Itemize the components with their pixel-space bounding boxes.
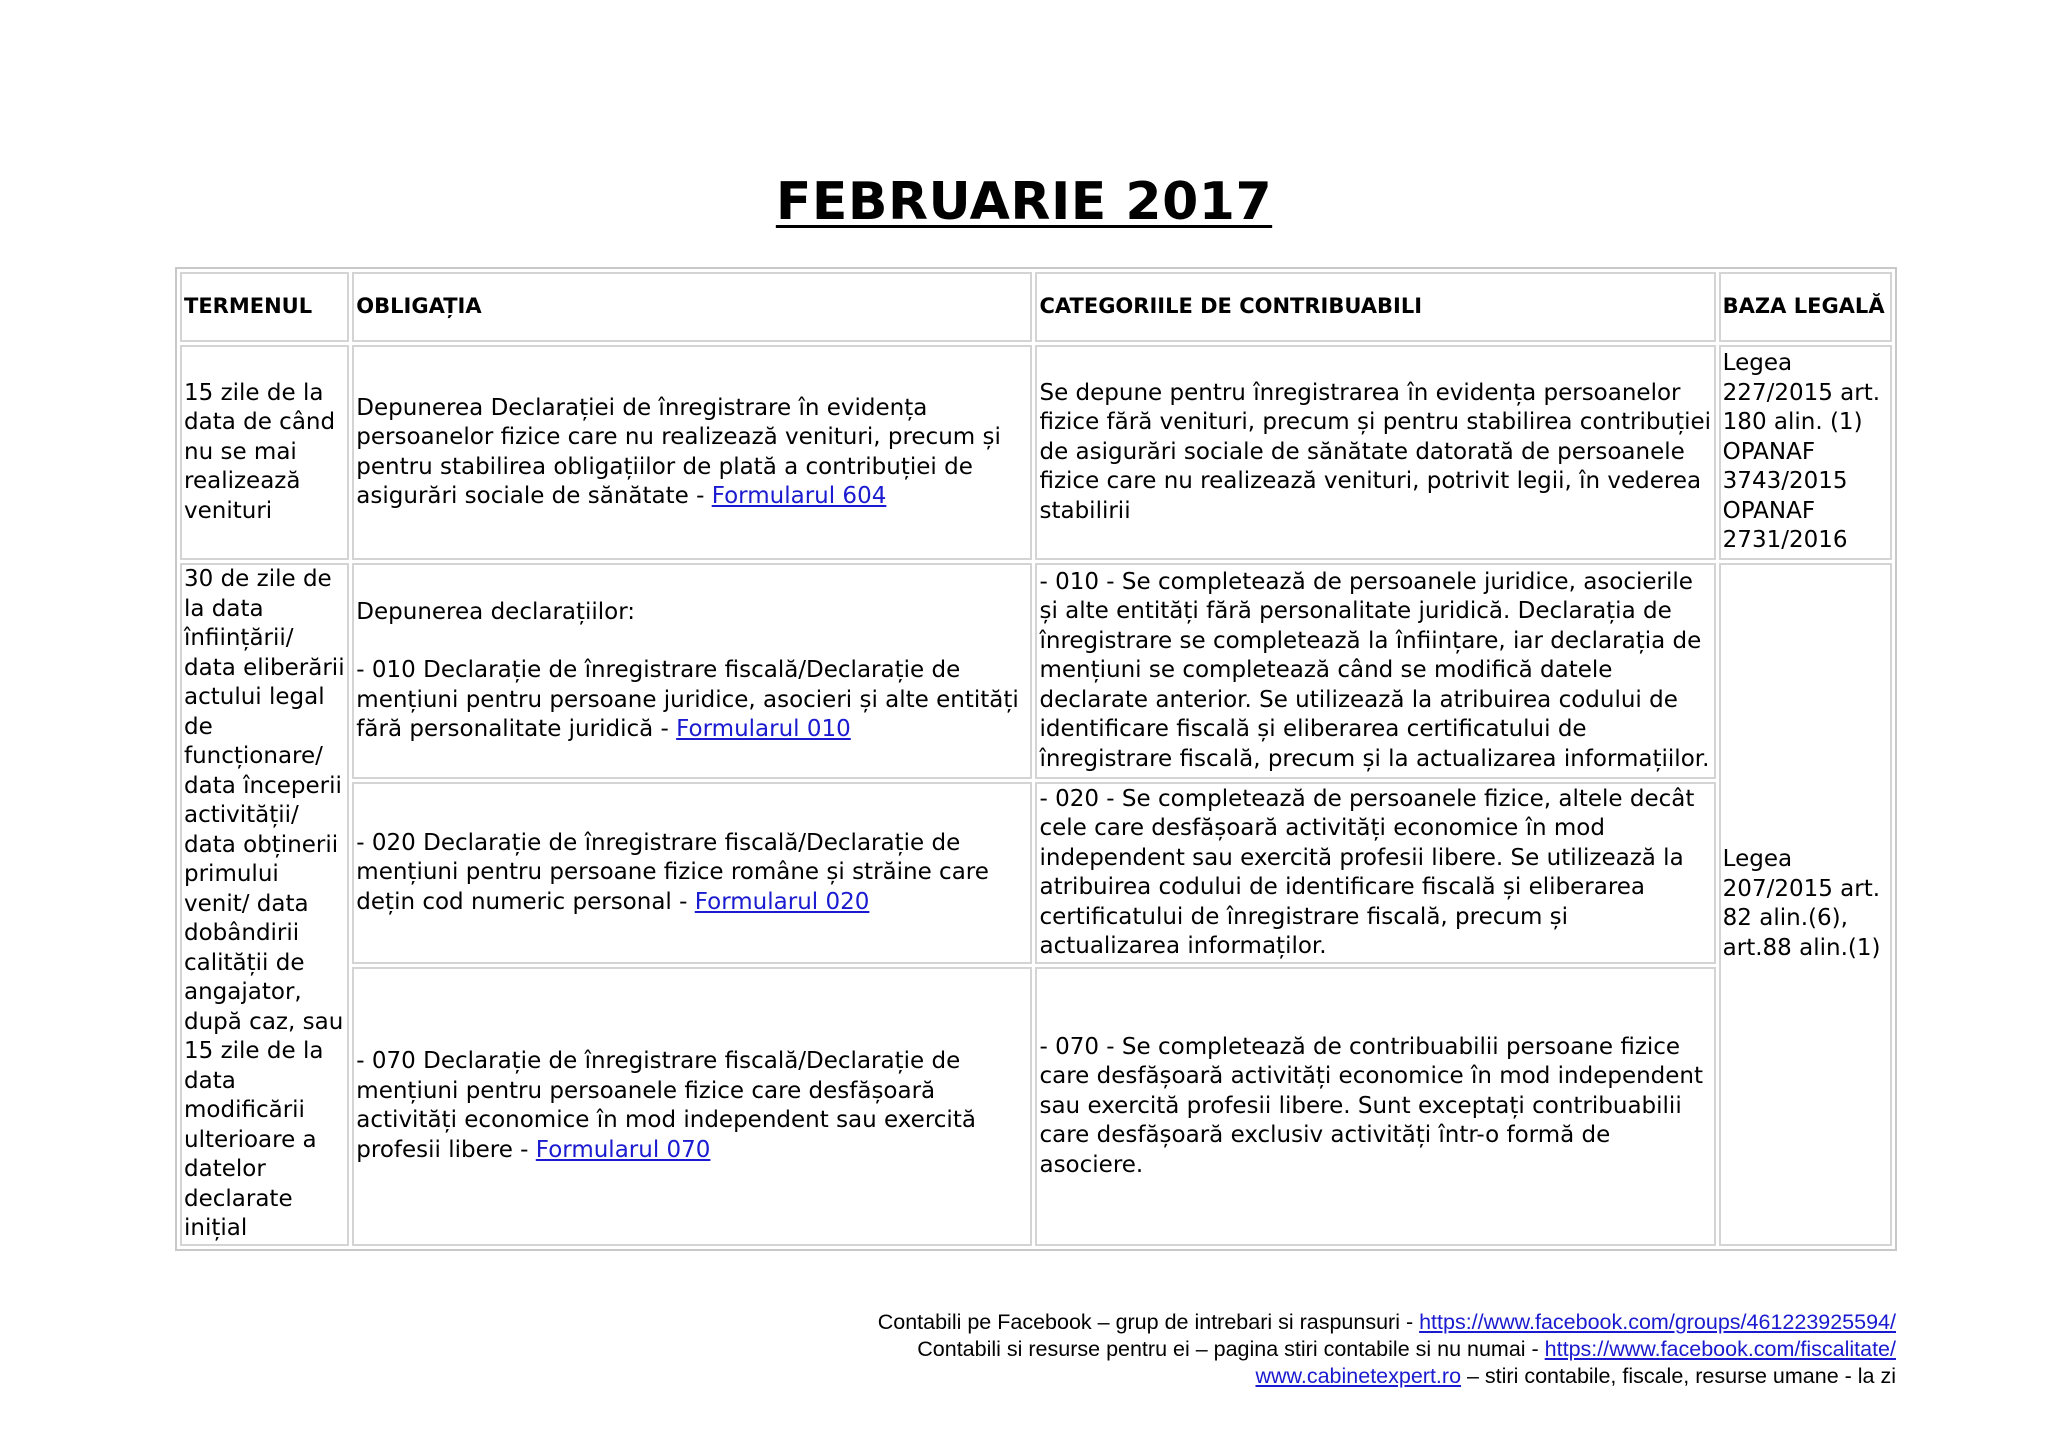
cabinetexpert-link[interactable]: www.cabinetexpert.ro bbox=[1255, 1364, 1462, 1388]
termen-cell: 15 zile de la data de când nu se mai realizează venituri bbox=[180, 345, 349, 560]
footer-line-facebook-group bbox=[878, 1309, 1896, 1336]
formular-604-link[interactable]: Formularul 604 bbox=[711, 483, 887, 509]
table-row bbox=[180, 563, 1892, 779]
facebook-group-link[interactable]: https://www.facebook.com/groups/461223925594/ bbox=[1419, 1310, 1896, 1334]
obligatia-text: Depunerea Declarației de înregistrare în evidența persoanelor fizice care nu realizează venituri, precum și pentru stabilirea obligațiilor de plată a contribuției de asigurări sociale de sănătate - bbox=[356, 394, 1001, 509]
formular-010-link[interactable]: Formularul 010 bbox=[676, 716, 851, 743]
facebook-page-link[interactable]: https://www.facebook.com/fiscalitate/ bbox=[1544, 1337, 1896, 1361]
obligatia-text: - 070 Declarație de înregistrare fiscală/Declarație de mențiuni pentru persoanele fizice care desfășoară activități economice în mod independent sau exercită profesii libere - bbox=[356, 1048, 976, 1163]
footer-text: Contabili pe Facebook – grup de intrebari si raspunsuri - bbox=[877, 1310, 1420, 1334]
table-row bbox=[180, 345, 1892, 560]
categorie-cell: - 070 - Se completează de contribuabilii persoane fizice care desfășoară activități economice în mod independent sau exercită profesii libere. Sunt exceptați contribuabilii care desfășoară exclusiv activități într-o formă de asociere. bbox=[1035, 967, 1715, 1245]
categorie-cell: - 020 - Se completează de persoanele fizice, altele decât cele care desfășoară activități economice în mod independent sau exercită profesii libere. Se utilizează la atribuirea codului de identificare fiscală și eliberarea certificatului de înregistrare fiscală, precum și actualizarea informaților. bbox=[1035, 782, 1715, 964]
categorie-cell: - 010 - Se completează de persoanele juridice, asocierile și alte entități fără personalitate juridică. Declarația de înregistrare se completează la înființare, iar declarația de mențiuni se completează când se modifică datele declarate anterior. Se utilizează la atribuirea codului de identificare fiscală și eliberarea certificatului de înregistrare fiscală, precum și la actualizarea informațiilor. bbox=[1035, 563, 1715, 779]
table-row bbox=[180, 782, 1892, 964]
obligatia-intro: Depunerea declarațiilor: bbox=[356, 598, 636, 625]
footer-text: Contabili si resurse pentru ei – pagina stiri contabile si nu numai - bbox=[917, 1337, 1545, 1361]
footer-line-website bbox=[878, 1363, 1896, 1390]
header-termenul: TERMENUL bbox=[180, 272, 349, 342]
categorie-cell: Se depune pentru înregistrarea în evidența persoanelor fizice fără venituri, precum și pentru stabilirea contribuției de asigurări sociale de sănătate datorată de persoanele fizice care nu realizează venituri, potrivit legii, în vederea stabilirii bbox=[1035, 345, 1715, 560]
header-categoriile: CATEGORIILE DE CONTRIBUABILI bbox=[1035, 272, 1715, 342]
obligatia-cell bbox=[352, 782, 1032, 964]
obligatia-cell bbox=[352, 345, 1032, 560]
obligatia-cell bbox=[352, 563, 1032, 779]
table-row bbox=[180, 967, 1892, 1245]
obligatia-text: - 020 Declarație de înregistrare fiscală/Declarație de mențiuni pentru persoane fizice române și străine care dețin cod numeric personal - bbox=[356, 829, 989, 915]
formular-070-link[interactable]: Formularul 070 bbox=[535, 1136, 711, 1163]
obligatia-text: - 010 Declarație de înregistrare fiscală/Declarație de mențiuni pentru persoane juridice, asocieri și alte entități fără personalitate juridică - bbox=[356, 657, 1019, 743]
termen-cell: 30 de zile de la data înființării/ data eliberării actului legal de funcționare/ data începerii activității/ data obținerii primului venit/ data dobândirii calității de angajator, după caz, sau 15 zile de la data modificării ulterioare a datelor declarate inițial bbox=[180, 563, 349, 1246]
baza-legala-cell: Legea 227/2015 art. 180 alin. (1) OPANAF 3743/2015 OPANAF 2731/2016 bbox=[1719, 345, 1892, 560]
baza-legala-cell: Legea 207/2015 art. 82 alin.(6), art.88 alin.(1) bbox=[1719, 563, 1892, 1246]
obligatia-cell bbox=[352, 967, 1032, 1245]
header-baza-legala: BAZA LEGALĂ bbox=[1719, 272, 1892, 342]
formular-020-link[interactable]: Formularul 020 bbox=[694, 888, 870, 915]
footer-text: – stiri contabile, fiscale, resurse umane - la zi bbox=[1461, 1364, 1896, 1388]
page-title: FEBRUARIE 2017 bbox=[775, 172, 1273, 232]
footer-line-facebook-page bbox=[878, 1336, 1896, 1363]
page-footer bbox=[878, 1309, 1896, 1390]
obligations-table bbox=[175, 267, 1897, 1251]
table-header-row bbox=[180, 272, 1892, 342]
header-obligatia: OBLIGAȚIA bbox=[352, 272, 1032, 342]
